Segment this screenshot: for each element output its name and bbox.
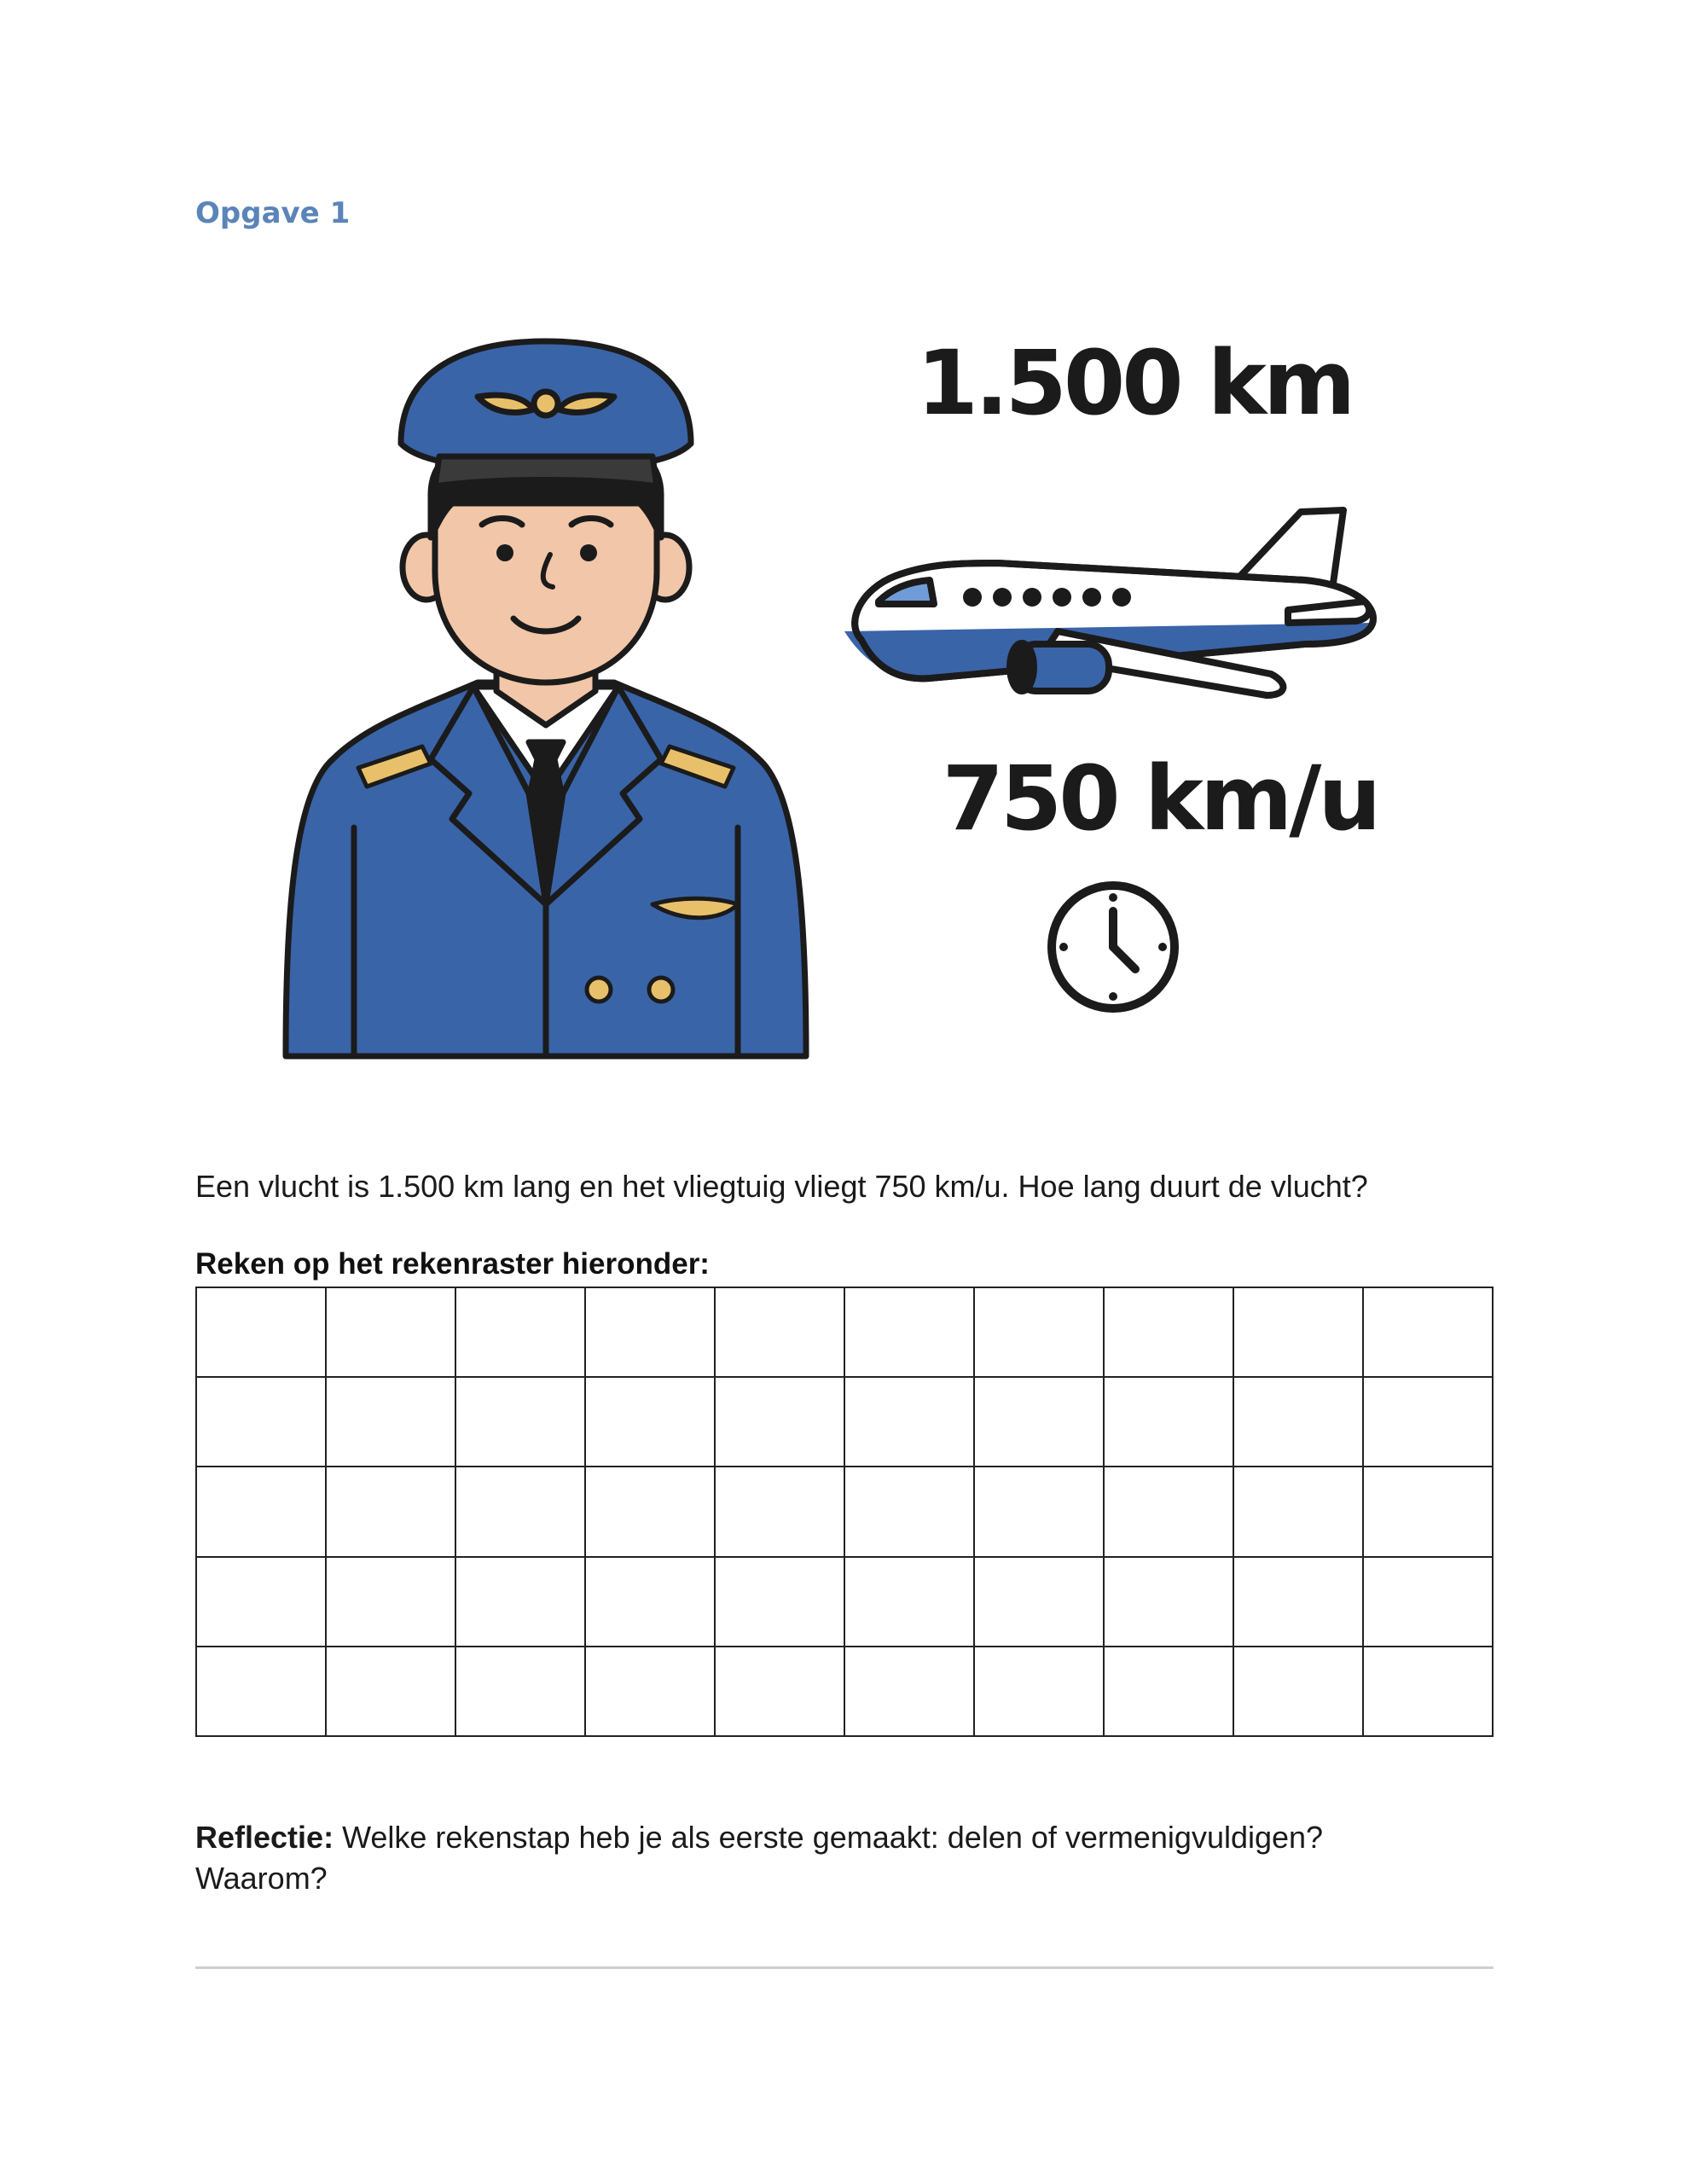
- answer-line: [195, 1966, 1494, 1969]
- grid-cell[interactable]: [455, 1377, 585, 1467]
- grid-cell[interactable]: [455, 1557, 585, 1647]
- grid-cell[interactable]: [326, 1287, 455, 1377]
- grid-cell[interactable]: [1104, 1557, 1233, 1647]
- grid-cell[interactable]: [1363, 1287, 1493, 1377]
- pilot-illustration: [273, 316, 819, 1066]
- grid-cell[interactable]: [715, 1287, 844, 1377]
- grid-cell[interactable]: [196, 1647, 326, 1736]
- grid-row: [196, 1287, 1493, 1377]
- grid-cell[interactable]: [974, 1467, 1104, 1556]
- grid-cell[interactable]: [585, 1287, 715, 1377]
- grid-cell[interactable]: [1233, 1647, 1363, 1736]
- grid-cell[interactable]: [1104, 1467, 1233, 1556]
- grid-cell[interactable]: [715, 1647, 844, 1736]
- reflection-text: Welke rekenstap heb je als eerste gemaakt: delen of vermenigvuldigen?: [334, 1820, 1324, 1855]
- grid-cell[interactable]: [196, 1377, 326, 1467]
- grid-cell[interactable]: [974, 1647, 1104, 1736]
- airplane-icon: [827, 452, 1390, 700]
- grid-row: [196, 1377, 1493, 1467]
- exercise-heading: Opgave 1: [195, 196, 351, 230]
- illustration: [273, 316, 1399, 1066]
- grid-cell[interactable]: [715, 1557, 844, 1647]
- grid-cell[interactable]: [1363, 1377, 1493, 1467]
- grid-cell[interactable]: [1104, 1287, 1233, 1377]
- grid-cell[interactable]: [844, 1557, 974, 1647]
- grid-cell[interactable]: [455, 1287, 585, 1377]
- grid-cell[interactable]: [1363, 1557, 1493, 1647]
- grid-cell[interactable]: [585, 1467, 715, 1556]
- grid-cell[interactable]: [844, 1377, 974, 1467]
- reflection-question: [195, 1817, 1526, 1899]
- grid-cell[interactable]: [1104, 1647, 1233, 1736]
- reflection-label: Reflectie:: [195, 1820, 334, 1855]
- grid-cell[interactable]: [196, 1467, 326, 1556]
- grid-cell[interactable]: [844, 1467, 974, 1556]
- grid-cell[interactable]: [844, 1647, 974, 1736]
- grid-label: Reken op het rekenraster hieronder:: [195, 1247, 710, 1281]
- grid-cell[interactable]: [1104, 1377, 1233, 1467]
- reflection-text-line2: Waarom?: [195, 1861, 328, 1896]
- grid-cell[interactable]: [455, 1647, 585, 1736]
- grid-row: [196, 1647, 1493, 1736]
- grid-cell[interactable]: [974, 1557, 1104, 1647]
- question-text: Een vlucht is 1.500 km lang en het vliegtuig vliegt 750 km/u. Hoe lang duurt de vlucht?: [195, 1169, 1368, 1204]
- grid-cell[interactable]: [974, 1377, 1104, 1467]
- clock-icon: [1045, 879, 1181, 1015]
- grid-cell[interactable]: [196, 1557, 326, 1647]
- grid-cell[interactable]: [1363, 1467, 1493, 1556]
- grid-cell[interactable]: [585, 1647, 715, 1736]
- grid-cell[interactable]: [326, 1377, 455, 1467]
- grid-cell[interactable]: [1233, 1557, 1363, 1647]
- grid-cell[interactable]: [1363, 1647, 1493, 1736]
- calculation-grid: [195, 1287, 1494, 1737]
- grid-cell[interactable]: [585, 1557, 715, 1647]
- speed-label: 750 km/u: [942, 746, 1378, 851]
- grid-row: [196, 1557, 1493, 1647]
- grid-cell[interactable]: [326, 1557, 455, 1647]
- distance-label: 1.500 km: [916, 331, 1353, 435]
- grid-cell[interactable]: [326, 1647, 455, 1736]
- grid-cell[interactable]: [715, 1377, 844, 1467]
- grid-cell[interactable]: [1233, 1467, 1363, 1556]
- grid-cell[interactable]: [455, 1467, 585, 1556]
- grid-cell[interactable]: [715, 1467, 844, 1556]
- grid-cell[interactable]: [844, 1287, 974, 1377]
- grid-cell[interactable]: [1233, 1377, 1363, 1467]
- grid-cell[interactable]: [974, 1287, 1104, 1377]
- grid-row: [196, 1467, 1493, 1556]
- grid-cell[interactable]: [196, 1287, 326, 1377]
- grid-cell[interactable]: [326, 1467, 455, 1556]
- grid-cell[interactable]: [585, 1377, 715, 1467]
- grid-cell[interactable]: [1233, 1287, 1363, 1377]
